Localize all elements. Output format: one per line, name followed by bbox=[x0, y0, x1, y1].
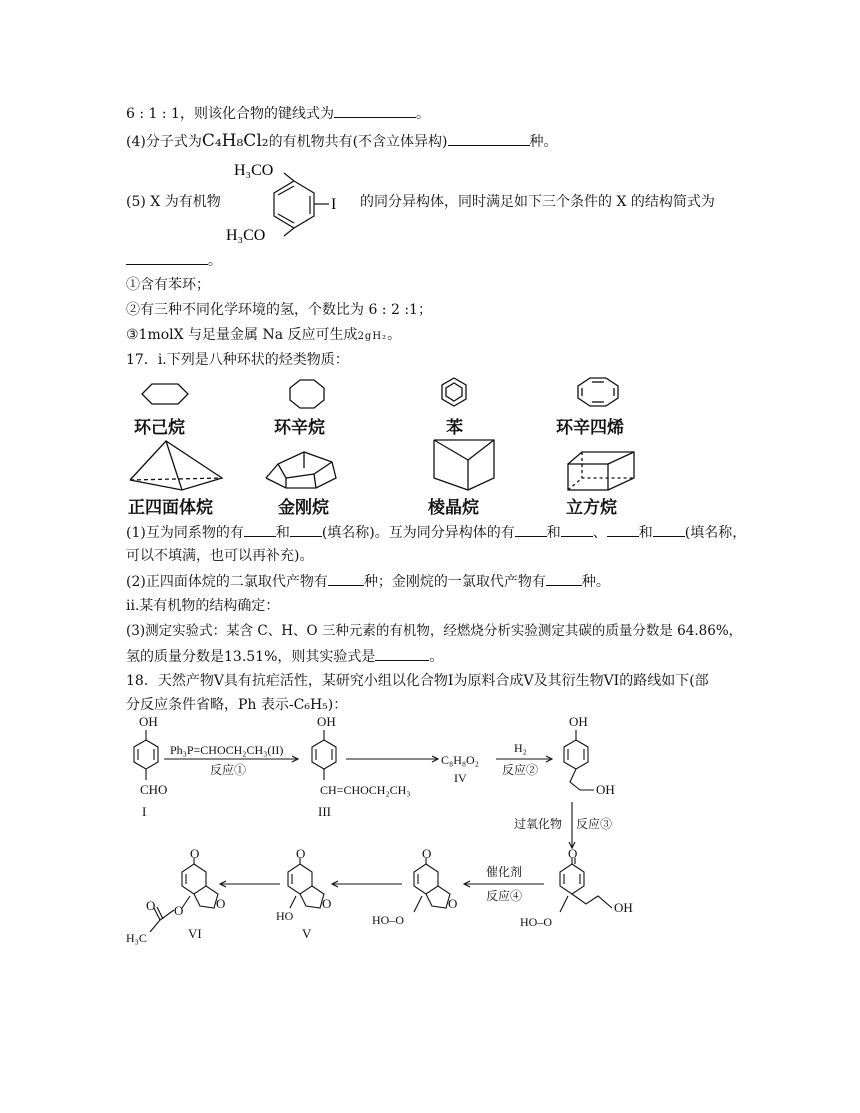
q5-question: 的同分异构体，同时满足如下三个条件的 X 的结构简式为 bbox=[360, 194, 715, 210]
bicyclic-hoo: HO–O bbox=[372, 913, 404, 927]
methoxy-top: H₃CO bbox=[234, 162, 274, 179]
name-benzene: 苯 bbox=[446, 418, 463, 438]
condition-1: ①含有苯环； bbox=[126, 277, 210, 293]
q16-line1-text: 6 : 1 : 1，则该化合物的键线式为 bbox=[126, 106, 334, 122]
q17-part1-line2: 可以不填满，也可以再补充)。 bbox=[126, 548, 314, 564]
reaction-2-label: 反应② bbox=[502, 763, 539, 777]
answer-blank[interactable] bbox=[546, 571, 582, 586]
q17-part3-line2 bbox=[126, 646, 443, 667]
bicyclic-ketone-o: O bbox=[422, 846, 432, 861]
p3-text-b: 。 bbox=[429, 649, 444, 665]
tetrahedrane-structure bbox=[130, 441, 222, 490]
dienone-hoo: HO–O bbox=[520, 915, 552, 929]
V-ring-o: O bbox=[322, 896, 332, 911]
methoxy-bottom: H₃CO bbox=[226, 227, 266, 244]
name-cubane: 立方烷 bbox=[566, 498, 617, 518]
condition-3-h2: 2gH₂ bbox=[357, 331, 388, 342]
q5-text-a bbox=[126, 192, 221, 212]
q17-part1 bbox=[126, 522, 746, 543]
q18-line1: 18．天然产物V具有抗疟活性，某研究小组以化合物I为原料合成V及其衍生物VI的路线如下(部 bbox=[126, 673, 709, 689]
compound-I-structure bbox=[134, 730, 158, 780]
dimethoxy-iodobenzene-structure bbox=[222, 156, 362, 246]
synthesis-route bbox=[120, 712, 640, 952]
benzene-ring bbox=[274, 181, 314, 228]
q17-part3-line1: (3)测定实验式：某含 C、H、O 三种元素的有机物，经燃烧分析实验测定其碳的质量分数是 64.86%， bbox=[126, 623, 743, 639]
q5-end: 。 bbox=[208, 253, 222, 269]
answer-blank[interactable] bbox=[126, 250, 208, 265]
III-substituent: CH=CHOCH₂CH₃ bbox=[320, 783, 411, 797]
VI-methyl: H₃C bbox=[126, 931, 147, 945]
dienone-oh: OH bbox=[614, 900, 633, 915]
catalyst-reagent: 催化剂 bbox=[486, 865, 523, 879]
q17-ii: ii.某有机物的结构确定： bbox=[126, 598, 280, 614]
compound-VI-structure bbox=[150, 858, 218, 932]
condition-3 bbox=[126, 325, 401, 347]
q4-text-a: (4)分子式为 bbox=[126, 134, 202, 150]
p1-text-e: 、 bbox=[592, 525, 607, 541]
label-V: V bbox=[302, 926, 312, 941]
condition-3-end: 。 bbox=[387, 327, 402, 343]
hydrocarbons-row1 bbox=[130, 374, 730, 414]
q5-answer-line bbox=[126, 250, 222, 271]
p1-text-f: 和 bbox=[638, 525, 653, 541]
peroxide-reagent: 过氧化物 bbox=[514, 817, 563, 831]
q18-line2: 分反应条件省略，Ph 表示-C₆H₅)： bbox=[126, 697, 348, 713]
p1-text-b: 和 bbox=[275, 525, 290, 541]
answer-blank[interactable] bbox=[448, 131, 530, 146]
answer-blank[interactable] bbox=[375, 646, 429, 661]
p3-text-a: 氢的质量分数是13.51%，则其实验式是 bbox=[126, 649, 376, 665]
answer-blank[interactable] bbox=[515, 522, 547, 537]
p2-text-c: 种。 bbox=[581, 574, 610, 590]
VI-ring-o: O bbox=[216, 896, 226, 911]
label-VI: VI bbox=[188, 926, 202, 941]
label-III: III bbox=[318, 804, 331, 819]
cyclooctane-structure bbox=[290, 380, 324, 408]
bicyclic-ring-o: O bbox=[448, 896, 458, 911]
q17-part2 bbox=[126, 571, 610, 592]
hydroperoxide-dienone-structure bbox=[560, 858, 612, 912]
h2-reagent: H₂ bbox=[514, 741, 527, 755]
cyclohexane-structure bbox=[142, 384, 188, 404]
VI-ketone-o: O bbox=[190, 846, 200, 861]
q4-text-b: 的有机物共有(不含立体异构) bbox=[268, 134, 448, 150]
reaction-4-label: 反应④ bbox=[486, 889, 523, 903]
reaction-3-label: 反应③ bbox=[576, 817, 613, 831]
q4-formula: C₄H₈Cl₂ bbox=[201, 131, 269, 151]
q5-text-b bbox=[360, 192, 715, 212]
p1-text-g: (填名称， bbox=[684, 525, 747, 541]
p1-text-d: 和 bbox=[546, 525, 561, 541]
cyclooctatetraene-structure bbox=[578, 378, 618, 406]
q16-line1-end: 。 bbox=[415, 106, 430, 122]
I-cho: CHO bbox=[140, 782, 168, 797]
answer-blank[interactable] bbox=[607, 522, 639, 537]
name-adamantane: 金刚烷 bbox=[278, 498, 329, 518]
label-I: I bbox=[142, 804, 147, 819]
p2-text-a: (2)正四面体烷的二氯取代产物有 bbox=[126, 574, 328, 590]
p2-text-b: 种；金刚烷的一氯取代产物有 bbox=[363, 574, 546, 590]
VI-carbonyl-o: O bbox=[146, 898, 156, 913]
p1-text-a: (1)互为同系物的有 bbox=[126, 525, 244, 541]
diol-intermediate-structure bbox=[564, 730, 594, 790]
name-prismane: 棱晶烷 bbox=[428, 498, 479, 518]
compound-III-structure bbox=[312, 730, 336, 780]
answer-blank[interactable] bbox=[561, 522, 593, 537]
adamantane-structure bbox=[266, 452, 336, 488]
VI-ester-o: O bbox=[174, 903, 184, 918]
answer-blank[interactable] bbox=[653, 522, 685, 537]
q16-part4 bbox=[126, 131, 558, 152]
q5-label: (5) X 为有机物 bbox=[126, 194, 221, 210]
prismane-structure bbox=[434, 440, 494, 490]
V-ketone-o: O bbox=[296, 846, 306, 861]
p1-text-c: (填名称)。互为同分异构体的有 bbox=[321, 525, 515, 541]
name-cyclooctatetraene: 环辛四烯 bbox=[556, 418, 624, 438]
hydrocarbons-row2 bbox=[126, 438, 646, 494]
answer-blank[interactable] bbox=[334, 103, 416, 118]
I-oh: OH bbox=[139, 714, 158, 729]
IV-formula: C₈H₈O₂ bbox=[441, 753, 479, 767]
diol-oh-side: OH bbox=[596, 782, 615, 797]
reagent-II: Ph₃P=CHOCH₂CH₃(II) bbox=[170, 743, 284, 757]
answer-blank[interactable] bbox=[244, 522, 276, 537]
dienone-o: O bbox=[568, 846, 578, 861]
bicyclic-hydroperoxide-structure bbox=[414, 858, 450, 912]
cubane-structure bbox=[568, 452, 634, 490]
III-oh: OH bbox=[317, 714, 336, 729]
iodine-label: I bbox=[331, 196, 337, 213]
answer-blank[interactable] bbox=[328, 571, 364, 586]
label-IV: IV bbox=[454, 771, 467, 785]
name-tetrahedrane: 正四面体烷 bbox=[128, 498, 213, 518]
name-cyclohexane: 环己烷 bbox=[134, 418, 185, 438]
q17-intro: 17．i.下列是八种环状的烃类物质： bbox=[126, 352, 349, 368]
q4-text-c: 种。 bbox=[529, 134, 558, 150]
name-cyclooctane: 环辛烷 bbox=[274, 418, 325, 438]
condition-3-text: ③1molX 与足量金属 Na 反应可生成 bbox=[126, 327, 358, 343]
q16-line1 bbox=[126, 103, 430, 124]
V-ho: HO bbox=[276, 909, 294, 923]
reaction-1-label: 反应① bbox=[210, 763, 247, 777]
condition-2: ②有三种不同化学环境的氢，个数比为 6 : 2 :1； bbox=[126, 302, 432, 318]
answer-blank[interactable] bbox=[290, 522, 322, 537]
benzene-structure bbox=[442, 378, 466, 406]
compound-V-structure bbox=[288, 858, 324, 908]
diol-oh-top: OH bbox=[569, 714, 588, 729]
